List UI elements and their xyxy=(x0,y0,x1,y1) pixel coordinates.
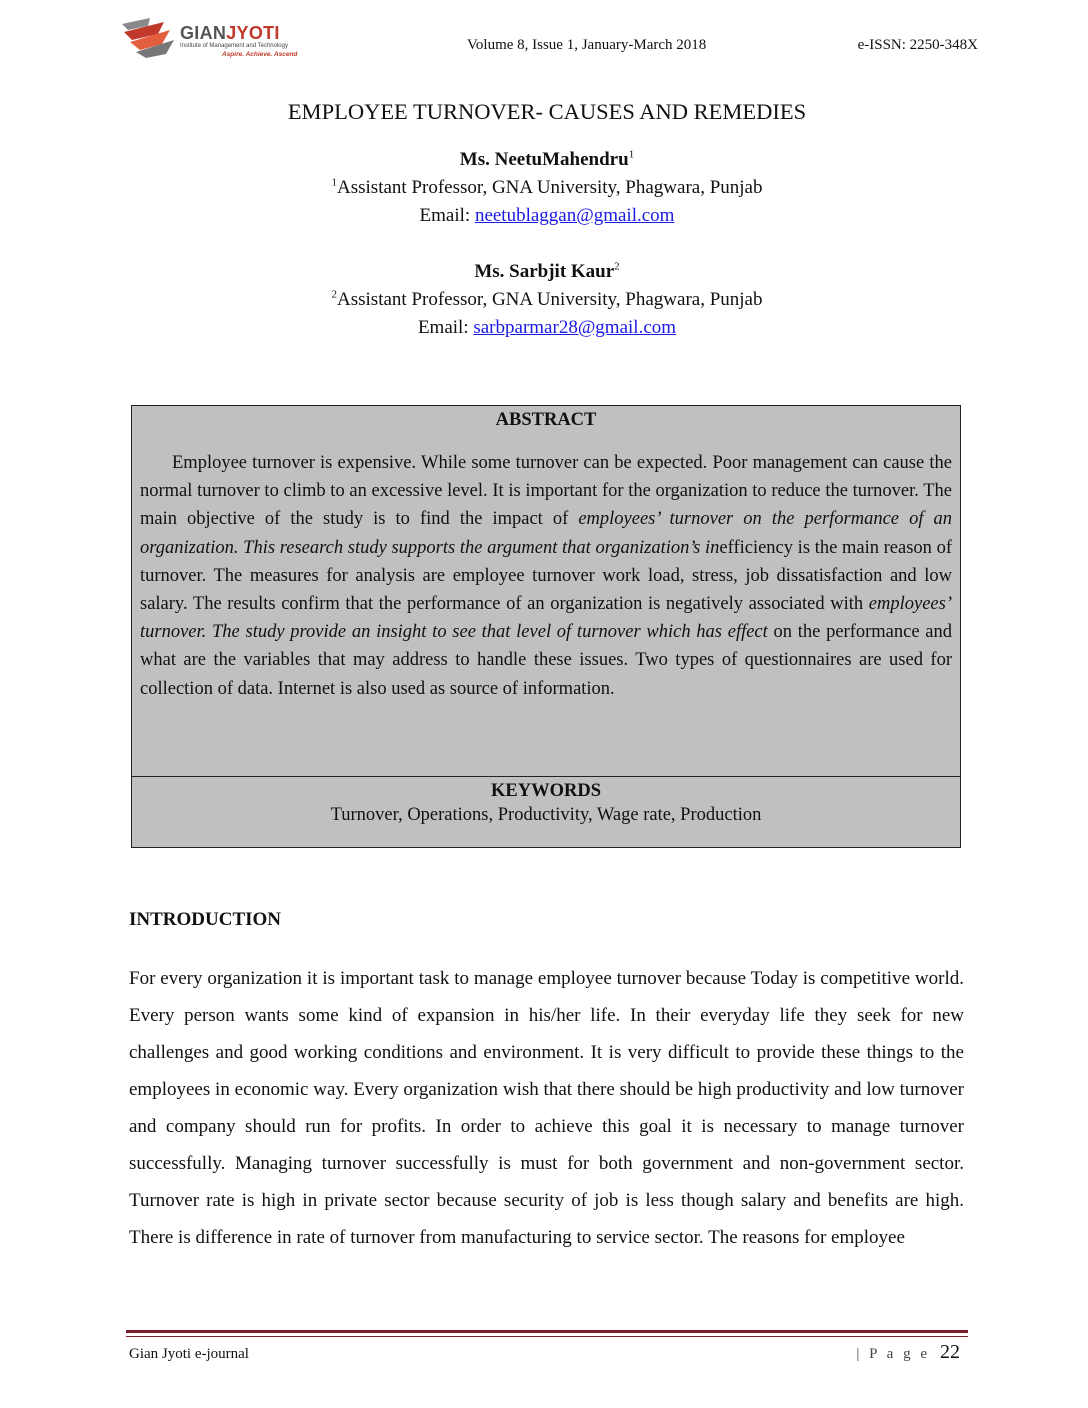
author-name: Ms. Sarbjit Kaur xyxy=(474,261,615,282)
affiliation-superscript: 1 xyxy=(331,176,338,189)
email-label: Email: xyxy=(417,317,474,338)
footer-rule-thin xyxy=(126,1336,968,1337)
paper-title: EMPLOYEE TURNOVER- CAUSES AND REMEDIES xyxy=(287,99,807,124)
author-affiliation: Assistant Professor, GNA University, Phagwara, Punjab xyxy=(337,177,763,198)
keywords-text: Turnover, Operations, Productivity, Wage rate, Production xyxy=(330,805,762,825)
abstract-heading: ABSTRACT xyxy=(495,410,597,430)
page-label: | P a g e xyxy=(856,1346,930,1362)
logo-subtitle: Institute of Management and Technology xyxy=(180,43,288,49)
author-affiliation: Assistant Professor, GNA University, Phagwara, Punjab xyxy=(337,289,763,310)
keywords-heading: KEYWORDS xyxy=(491,781,601,801)
footer-journal: Gian Jyoti e-journal xyxy=(129,1346,249,1362)
journal-logo xyxy=(118,14,338,60)
introduction-heading: INTRODUCTION xyxy=(129,909,282,930)
affiliation-superscript: 2 xyxy=(331,288,338,301)
abstract-divider xyxy=(132,776,960,777)
email-label: Email: xyxy=(419,205,475,226)
abstract-box xyxy=(131,405,961,848)
introduction-text: For every organization it is important task to manage employee turnover because Today is competitive world. Every person wants some kind of expansion in his/her life. In their everyday life they seek for new challenges and good working conditions and environment. It is very difficult to provide these things to the employees in economic way. Every organization wish that there should be high productivity and low turnover and company should run for profits. In order to achieve this goal it is necessary to manage turnover successfully. Managing turnover successfully is must for both government and non-government sector. Turnover rate is high in private sector because security of job is less though salary and benefits are high. There is difference in rate of turnover from manufacturing to service sector. The reasons for employee xyxy=(129,968,964,1248)
logo-emblem-icon xyxy=(118,14,178,60)
journal-issn: e-ISSN: 2250-348X xyxy=(857,37,978,53)
author-superscript: 1 xyxy=(628,148,635,161)
footer-page xyxy=(856,1341,960,1364)
author-email-link[interactable]: sarbparmar28@gmail.com xyxy=(473,317,677,338)
author-name: Ms. NeetuMahendru xyxy=(459,149,629,170)
abstract-text: Employee turnover is expensive. While some turnover can be expected. Poor management can cause the normal turnover to climb to an excessive level. It is important for the organization to reduce the turnover. The main objective of the study is to find the impact of employees’ turnover on the performance of an organization. This research study supports the argument that organization’s inefficiency is the main reason of turnover. The measures for analysis are employee turnover work load, stress, job dissatisfaction and low salary. The results confirm that the performance of an organization is negatively associated with employees’ turnover. The study provide an insight to see that level of turnover which has effect on the performance and what are the variables that may address to handle these issues. Two types of questionnaires are used for collection of data. Internet is also used as source of information. xyxy=(140,453,953,699)
author-email-link[interactable]: neetublaggan@gmail.com xyxy=(474,205,675,226)
footer-rule xyxy=(126,1330,968,1333)
logo-name: GIANJYOTI xyxy=(180,23,280,43)
logo-tagline: Aspire. Achieve. Ascend xyxy=(222,51,298,58)
page-number: 22 xyxy=(940,1341,960,1363)
author-block xyxy=(0,146,1088,342)
author-superscript: 2 xyxy=(614,260,620,273)
journal-volume: Volume 8, Issue 1, January-March 2018 xyxy=(467,37,707,53)
